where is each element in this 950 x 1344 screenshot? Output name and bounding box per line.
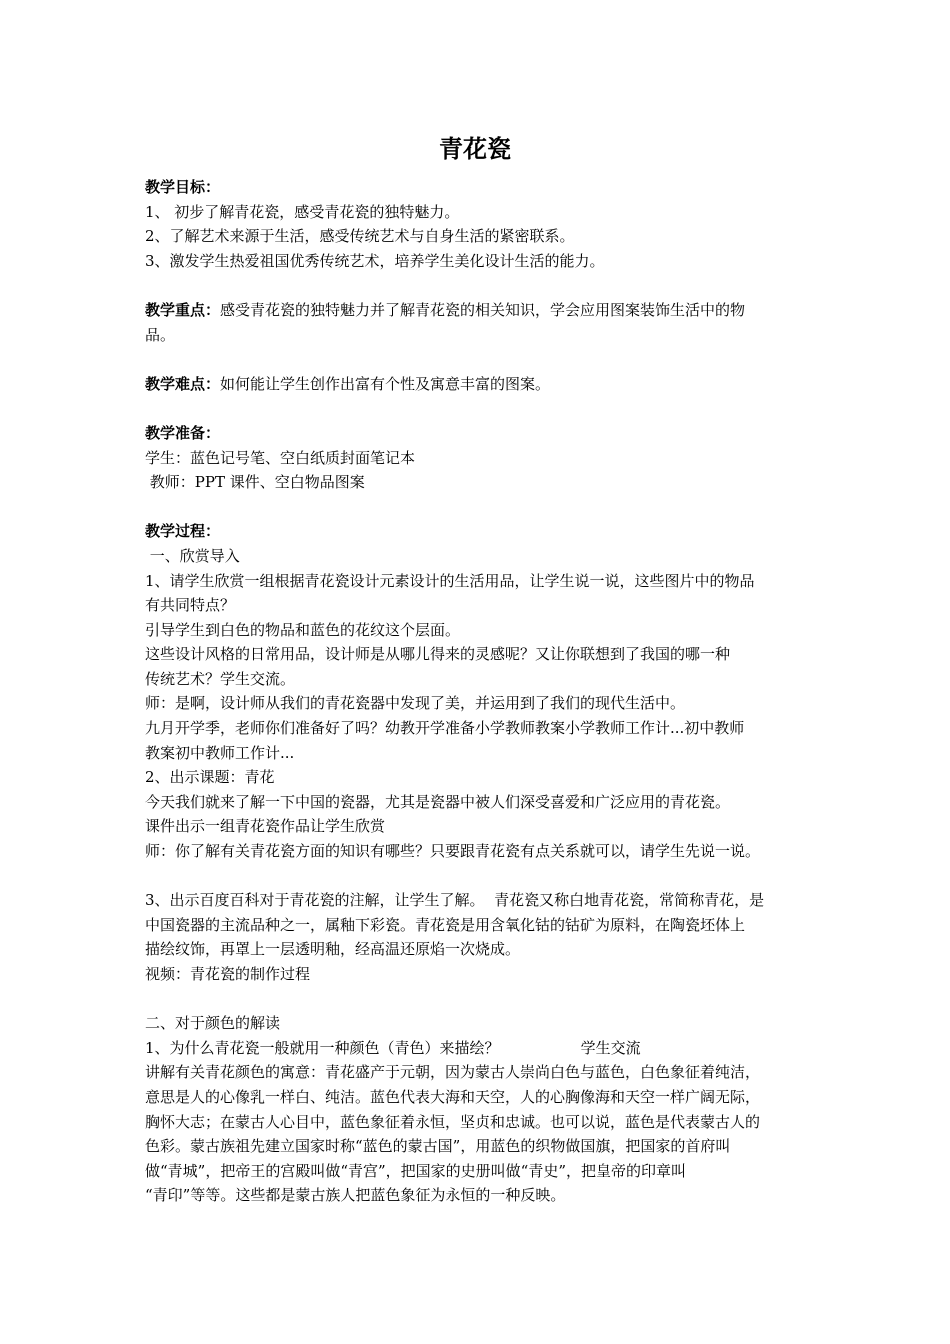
process-line: 引导学生到白色的物品和蓝色的花纹这个层面。 [145,620,461,639]
objective-item: 2、了解艺术来源于生活，感受传统艺术与自身生活的紧密联系。 [145,227,575,246]
process-line: 师：是啊，设计师从我们的青花瓷器中发现了美，并运用到了我们的现代生活中。 [145,694,686,713]
process-line: 教案初中教师工作计... [145,743,295,762]
process-line: “青印”等等。这些都是蒙古族人把蓝色象征为永恒的一种反映。 [145,1186,566,1205]
process-line: 1、为什么青花瓷一般就用一种颜色（青色）来描绘？ 学生交流 [145,1038,641,1057]
process-line: 九月开学季，老师你们准备好了吗？幼教开学准备小学教师教案小学教师工作计...初中教师 [145,719,745,738]
process-line: 二、对于颜色的解读 [145,1014,281,1033]
process-line: 3、出示百度百科对于青花瓷的注解，让学生了解。 青花瓷又称白地青花瓷，常简称青花，是 [145,891,765,910]
focus-text-cont: 品。 [145,325,176,344]
process-line: 课件出示一组青花瓷作品让学生欣赏 [145,817,386,836]
difficulty-line [145,372,825,397]
objective-item: 3、激发学生热爱祖国优秀传统艺术，培养学生美化设计生活的能力。 [145,251,605,270]
process-line: 今天我们就来了解一下中国的瓷器，尤其是瓷器中被人们深受喜爱和广泛应用的青花瓷。 [145,792,731,811]
process-line: 讲解有关青花颜色的寓意：青花盛产于元朝，因为蒙古人崇尚白色与蓝色，白色象征着纯洁， [145,1063,761,1082]
objective-item: 1、 初步了解青花瓷，感受青花瓷的独特魅力。 [145,202,460,221]
prep-line: 学生：蓝色记号笔、空白纸质封面笔记本 [145,448,416,467]
document-title: 青花瓷 [439,134,511,163]
process-line: 这些设计风格的日常用品，设计师是从哪儿得来的灵感呢？又让你联想到了我国的哪一种 [145,645,731,664]
process-line: 一、欣赏导入 [145,546,240,565]
focus-heading: 教学重点： [145,300,221,319]
prep-heading: 教学准备： [145,423,221,442]
process-line: 传统艺术？学生交流。 [145,669,296,688]
process-line: 意思是人的心像乳一样白、纯洁。蓝色代表大海和天空，人的心胸像海和天空一样广阔无际， [145,1087,761,1106]
process-line: 2、出示课题：青花 [145,768,275,787]
prep-line: 教师：PPT 课件、空白物品图案 [145,473,365,492]
focus-text: 感受青花瓷的独特魅力并了解青花瓷的相关知识，学会应用图案装饰生活中的物 [220,300,746,319]
objectives-heading: 教学目标： [145,178,221,196]
difficulty-heading: 教学难点： [145,374,221,393]
process-line: 有共同特点？ [145,596,236,615]
process-line: 描绘纹饰，再罩上一层透明釉，经高温还原焰一次烧成。 [145,940,521,959]
process-line: 胸怀大志；在蒙古人心目中，蓝色象征着永恒，坚贞和忠诚。也可以说，蓝色是代表蒙古人的 [145,1112,761,1131]
process-line: 1、请学生欣赏一组根据青花瓷设计元素设计的生活用品，让学生说一说，这些图片中的物品 [145,571,755,590]
process-line: 中国瓷器的主流品种之一，属釉下彩瓷。青花瓷是用含氧化钴的钴矿为原料，在陶瓷坯体上 [145,915,746,934]
process-line: 视频：青花瓷的制作过程 [145,965,311,983]
process-line: 师：你了解有关青花瓷方面的知识有哪些？只要跟青花瓷有点关系就可以，请学生先说一说。 [145,842,761,861]
difficulty-text: 如何能让学生创作出富有个性及寓意丰富的图案。 [220,374,551,393]
process-heading: 教学过程： [145,522,221,541]
document-body [145,175,825,1208]
process-line: 做“青城”，把帝王的宫殿叫做“青宫”，把国家的史册叫做“青史”，把皇帝的印章叫 [145,1161,687,1180]
process-line: 色彩。蒙古族祖先建立国家时称“蓝色的蒙古国”，用蓝色的织物做国旗，把国家的首府叫 [145,1137,731,1156]
focus-line [145,298,825,323]
